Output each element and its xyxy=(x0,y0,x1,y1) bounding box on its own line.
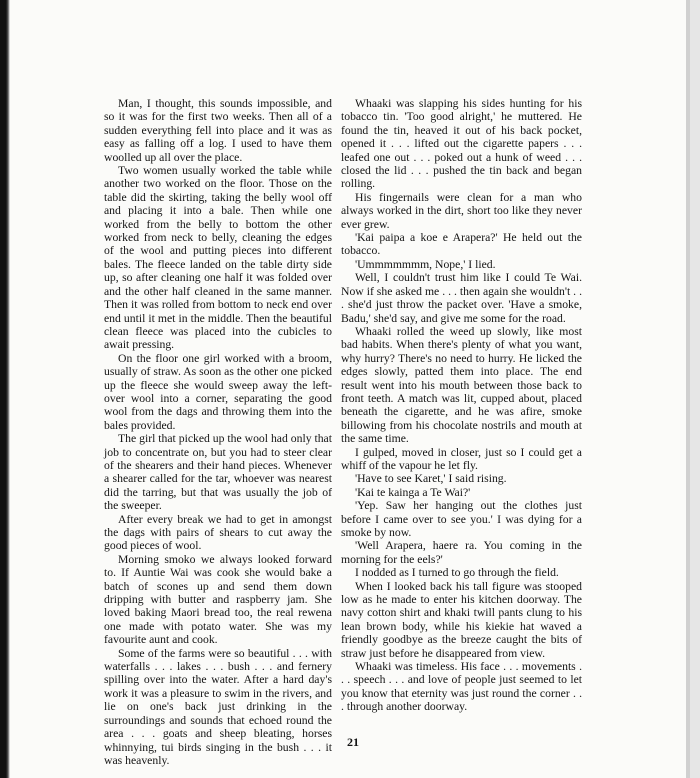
paragraph: 'Kai paipa a koe e Arapera?' He held out the tobacco. xyxy=(341,231,582,258)
right-column xyxy=(341,97,582,714)
paragraph: Well, I couldn't trust him like I could Te Wai. Now if she asked me . . . then again she wouldn't . . . she'd just throw the packet over. 'Have a smoke, Badu,' she'd say, and give me some for the road. xyxy=(341,271,582,325)
book-binding-shadow xyxy=(0,0,10,778)
book-page xyxy=(10,0,686,778)
paragraph: Whaaki rolled the weed up slowly, like most bad habits. When there's plenty of what you want, why hurry? There's no need to hurry. He licked the edges slowly, patted them into place. The end result went into his mouth between those back to front teeth. A match was lit, cupped about, placed beneath the cigarette, and he was afire, smoke billowing from his chocolate nostrils and mouth at the same time. xyxy=(341,324,582,446)
paragraph: His fingernails were clean for a man who always worked in the dirt, short too like they never ever grew. xyxy=(341,190,582,231)
paragraph: Some of the farms were so beautiful . . . with waterfalls . . . lakes . . . bush . . . and fernery spilling over into the water. After a hard day's work it was a pleasure to swim in the rivers, and lie on one's back just drinking in the surroundings and sounds that echoed round the area . . . goats and sheep bleating, horses whinnying, tui birds singing in the bush . . . it was heavenly. xyxy=(104,646,332,767)
paragraph: Man, I thought, this sounds impossible, and so it was for the first two weeks. Then all of a sudden everything fell into place and it was as easy as falling off a log. I used to have them woolled up all over the place. xyxy=(104,97,332,164)
paragraph: 'Well Arapera, haere ra. You coming in the morning for the eels?' xyxy=(341,539,582,566)
paragraph: The girl that picked up the wool had only that job to concentrate on, but you had to steer clear of the shearers and their hand pieces. Whenever a shearer called for the tar, whoever was nearest did the tarring, but that was usually the job of the sweeper. xyxy=(104,432,332,513)
paragraph: After every break we had to get in amongst the dags with pairs of shears to cut away the good pieces of wool. xyxy=(104,512,332,553)
paragraph: Morning smoko we always looked forward to. If Auntie Wai was cook she would bake a batch of scones up and send them down dripping with butter and raspberry jam. She loved baking Maori bread too, the real rewena one made with potato water. She was my favourite aunt and cook. xyxy=(104,552,332,647)
paragraph: I nodded as I turned to go through the field. xyxy=(355,566,559,580)
paragraph: I gulped, moved in closer, just so I could get a whiff of the vapour he let fly. xyxy=(341,445,582,472)
page-number: 21 xyxy=(347,735,359,749)
paragraph: On the floor one girl worked with a broom, usually of straw. As soon as the other one picked up the fleece she would sweep away the left-over wool into a corner, separating the good wool from the dags and throwing them into the bales provided. xyxy=(104,351,332,432)
paragraph: 'Kai te kainga a Te Wai?' xyxy=(355,485,471,499)
paragraph: When I looked back his tall figure was stooped low as he made to enter his kitchen doorway. The navy cotton shirt and khaki twill pants clung to his lean brown body, while his kiekie hat waved a friendly goodbye as the breeze caught the bits of straw just before he disappeared from view. xyxy=(341,579,582,660)
paragraph: 'Have to see Karet,' I said rising. xyxy=(355,472,507,486)
paragraph: 'Yep. Saw her hanging out the clothes just before I came over to see you.' I was dying for a smoke by now. xyxy=(341,499,582,539)
paragraph: Whaaki was slapping his sides hunting for his tobacco tin. 'Too good alright,' he muttered. He found the tin, heaved it out of his back pocket, opened it . . . lifted out the cigarette papers . . . leafed one out . . . poked out a hunk of weed . . . closed the lid . . . pushed the tin back and began rolling. xyxy=(341,97,582,191)
paragraph: Whaaki was timeless. His face . . . movements . . . speech . . . and love of people just seemed to let you know that eternity was just round the corner . . . through another doorway. xyxy=(341,660,582,714)
page-edge xyxy=(686,0,700,778)
paragraph: Two women usually worked the table while another two worked on the floor. Those on the table did the skirting, taking the belly wool off and placing it into a bale. Then while one worked from the belly to bottom the other worked from neck to belly, cleaning the edges of the wool and putting pieces into different bales. The fleece landed on the table dirty side up, so after cleaning one half it was folded over and the other half cleaned in the same manner. Then it was rolled from bottom to neck end over end until it met in the middle. Then the beautiful clean fleece was placed into the cubicles to await pressing. xyxy=(104,164,332,352)
paragraph: 'Ummmmmmm, Nope,' I lied. xyxy=(355,257,496,271)
left-column xyxy=(104,97,332,767)
